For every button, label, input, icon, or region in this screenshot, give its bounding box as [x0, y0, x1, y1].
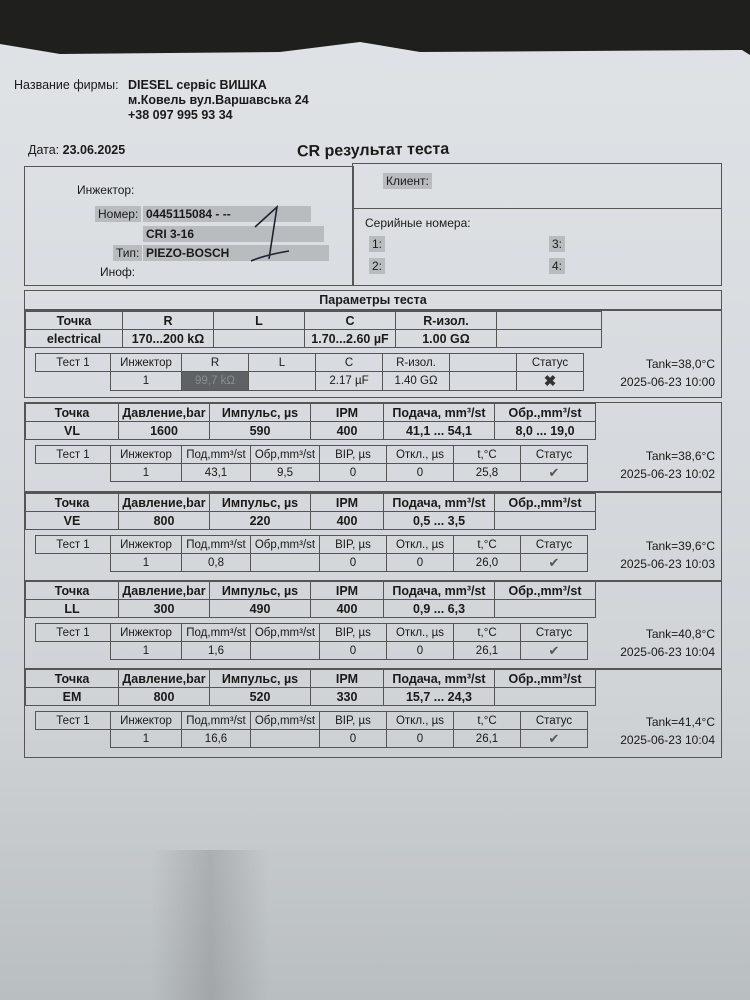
test-temp: 26,0 — [454, 554, 521, 572]
spec-pulse: 220 — [210, 512, 311, 530]
section-point-vl — [24, 402, 722, 492]
test-empty — [36, 730, 111, 748]
spec-point: VE — [26, 512, 119, 530]
spec-delivery: 0,9 ... 6,3 — [384, 600, 495, 618]
header-ipm: IPM — [311, 670, 384, 688]
test-header-return: Обр,mm³/st — [251, 536, 320, 554]
spec-return — [495, 688, 596, 706]
test-header-injector: Инжектор — [111, 712, 182, 730]
tank-info — [620, 713, 715, 749]
report-date — [28, 143, 125, 157]
number-label: Номер: — [95, 206, 141, 222]
spec-pressure: 1600 — [119, 422, 210, 440]
spec-point: LL — [26, 600, 119, 618]
spec-pressure: 800 — [119, 688, 210, 706]
spec-empty — [497, 330, 602, 348]
test-header-delivery: Под,mm³/st — [182, 536, 251, 554]
test-status — [521, 730, 588, 748]
date-value: 23.06.2025 — [62, 143, 126, 157]
spec-point: VL — [26, 422, 119, 440]
test-empty — [36, 642, 111, 660]
test-offset: 0 — [387, 464, 454, 482]
serial-4: 4: — [549, 258, 565, 274]
header-return: Обр.,mm³/st — [495, 494, 596, 512]
header-empty — [497, 312, 602, 330]
injector-info-box — [24, 166, 354, 286]
test-header-temp: t,°C — [454, 536, 521, 554]
test-status — [517, 372, 584, 391]
test-header-return: Обр,mm³/st — [251, 712, 320, 730]
header-return: Обр.,mm³/st — [495, 582, 596, 600]
test-header-injector: Инжектор — [111, 446, 182, 464]
test-offset: 0 — [387, 554, 454, 572]
header-pressure: Давление,bar — [119, 670, 210, 688]
spec-point: EM — [26, 688, 119, 706]
spec-r-iso: 1.00 GΩ — [396, 330, 497, 348]
header-c: C — [305, 312, 396, 330]
header-delivery: Подача, mm³/st — [384, 670, 495, 688]
spec-return: 8,0 ... 19,0 — [495, 422, 596, 440]
spec-ipm: 400 — [311, 422, 384, 440]
header-pulse: Импульс, µs — [210, 582, 311, 600]
header-ipm: IPM — [311, 494, 384, 512]
spec-ipm: 400 — [311, 600, 384, 618]
test-return — [251, 642, 320, 660]
test-injector: 1 — [111, 372, 182, 391]
spec-delivery: 0,5 ... 3,5 — [384, 512, 495, 530]
point-test-table — [35, 623, 588, 660]
serial-2: 2: — [369, 258, 385, 274]
section-point-ve — [24, 492, 722, 582]
spec-c: 1.70...2.60 µF — [305, 330, 396, 348]
test-bip: 0 — [320, 464, 387, 482]
test-header-status: Статус — [517, 354, 584, 372]
test-timestamp: 2025-06-23 10:04 — [620, 645, 715, 659]
test-label: Тест 1 — [36, 712, 111, 730]
date-label: Дата: — [28, 143, 60, 157]
spec-pulse: 590 — [210, 422, 311, 440]
test-header-l: L — [249, 354, 316, 372]
client-divider — [353, 208, 721, 209]
spec-point: electrical — [26, 330, 123, 348]
injector-model: CRI 3-16 — [143, 226, 324, 242]
test-header-c: C — [316, 354, 383, 372]
test-return: 9,5 — [251, 464, 320, 482]
test-header-offset: Откл., µs — [387, 712, 454, 730]
header-point: Точка — [26, 670, 119, 688]
header-ipm: IPM — [311, 404, 384, 422]
test-status — [521, 554, 588, 572]
test-temp: 26,1 — [454, 642, 521, 660]
test-header-offset: Откл., µs — [387, 624, 454, 642]
point-spec-table — [25, 493, 596, 530]
spec-return — [495, 512, 596, 530]
header-point: Точка — [26, 582, 119, 600]
electrical-spec-table — [25, 311, 602, 348]
test-header-injector: Инжектор — [111, 536, 182, 554]
test-temp: 26,1 — [454, 730, 521, 748]
header-l: L — [214, 312, 305, 330]
injector-number: 0445115084 - -- — [143, 206, 311, 222]
header-pulse: Импульс, µs — [210, 670, 311, 688]
test-status — [521, 464, 588, 482]
test-header-r: R — [182, 354, 249, 372]
test-header-r-iso: R-изол. — [383, 354, 450, 372]
electrical-test-table — [35, 353, 584, 391]
checkmark-icon: ✔ — [548, 642, 560, 658]
spec-ipm: 400 — [311, 512, 384, 530]
test-header-delivery: Под,mm³/st — [182, 446, 251, 464]
header-r: R — [123, 312, 214, 330]
test-c-value: 2.17 µF — [316, 372, 383, 391]
header-point: Точка — [26, 494, 119, 512]
test-delivery: 43,1 — [182, 464, 251, 482]
tank-temp: Tank=39,6°C — [645, 539, 715, 553]
test-temp: 25,8 — [454, 464, 521, 482]
test-bip: 0 — [320, 554, 387, 572]
test-injector: 1 — [111, 730, 182, 748]
test-delivery: 16,6 — [182, 730, 251, 748]
tank-info — [620, 447, 715, 483]
header-delivery: Подача, mm³/st — [384, 582, 495, 600]
test-return — [251, 554, 320, 572]
info-label: Иноф: — [100, 265, 136, 279]
test-timestamp: 2025-06-23 10:02 — [620, 467, 715, 481]
test-header-temp: t,°C — [454, 446, 521, 464]
type-label: Тип: — [113, 245, 142, 261]
test-header-bip: BIP, µs — [320, 536, 387, 554]
spec-delivery: 41,1 ... 54,1 — [384, 422, 495, 440]
test-label: Тест 1 — [36, 536, 111, 554]
test-empty — [36, 372, 111, 391]
injector-type: PIEZO-BOSCH — [143, 245, 329, 261]
header-return: Обр.,mm³/st — [495, 404, 596, 422]
checkmark-icon: ✔ — [548, 464, 560, 480]
point-spec-table — [25, 403, 596, 440]
test-header-temp: t,°C — [454, 712, 521, 730]
checkmark-icon: ✔ — [548, 730, 560, 746]
header-delivery: Подача, mm³/st — [384, 494, 495, 512]
test-injector: 1 — [111, 554, 182, 572]
header-delivery: Подача, mm³/st — [384, 404, 495, 422]
tank-temp: Tank=41,4°C — [645, 715, 715, 729]
section-point-em — [24, 668, 722, 758]
test-delivery: 0,8 — [182, 554, 251, 572]
header-pressure: Давление,bar — [119, 582, 210, 600]
test-empty — [36, 464, 111, 482]
test-return — [251, 730, 320, 748]
test-empty — [36, 554, 111, 572]
spec-r: 170...200 kΩ — [123, 330, 214, 348]
test-injector: 1 — [111, 464, 182, 482]
test-header-return: Обр,mm³/st — [251, 624, 320, 642]
spec-return — [495, 600, 596, 618]
header-r-iso: R-изол. — [396, 312, 497, 330]
tank-info — [620, 625, 715, 661]
test-header-bip: BIP, µs — [320, 712, 387, 730]
handwritten-mark-icon — [245, 205, 295, 265]
x-mark-icon: ✖ — [543, 373, 557, 390]
point-spec-table — [25, 581, 596, 618]
test-header-status: Статус — [521, 536, 588, 554]
test-delivery: 1,6 — [182, 642, 251, 660]
test-offset: 0 — [387, 730, 454, 748]
test-bip: 0 — [320, 642, 387, 660]
tank-temp: Tank=38,0°C — [645, 357, 715, 371]
spec-pressure: 800 — [119, 512, 210, 530]
spec-pulse: 520 — [210, 688, 311, 706]
injector-heading: Инжектор: — [77, 183, 135, 197]
test-r-iso-value: 1.40 GΩ — [383, 372, 450, 391]
header-ipm: IPM — [311, 582, 384, 600]
section-electrical — [24, 310, 722, 398]
test-empty-value — [450, 372, 517, 391]
test-header-offset: Откл., µs — [387, 536, 454, 554]
test-header-status: Статус — [521, 712, 588, 730]
test-bip: 0 — [320, 730, 387, 748]
company-header — [14, 78, 309, 123]
point-test-table — [35, 711, 588, 748]
section-point-ll — [24, 580, 722, 670]
test-label: Тест 1 — [36, 354, 111, 372]
test-l-value — [249, 372, 316, 391]
point-test-table — [35, 445, 588, 482]
test-header-delivery: Под,mm³/st — [182, 624, 251, 642]
test-timestamp: 2025-06-23 10:04 — [620, 733, 715, 747]
test-timestamp: 2025-06-23 10:00 — [620, 375, 715, 389]
checkmark-icon: ✔ — [548, 554, 560, 570]
test-header-delivery: Под,mm³/st — [182, 712, 251, 730]
company-address: м.Ковель вул.Варшавська 24 — [128, 93, 309, 107]
company-phone: +38 097 995 93 34 — [128, 108, 233, 122]
header-pressure: Давление,bar — [119, 404, 210, 422]
client-info-box — [352, 163, 722, 286]
test-header-bip: BIP, µs — [320, 446, 387, 464]
spec-delivery: 15,7 ... 24,3 — [384, 688, 495, 706]
test-status — [521, 642, 588, 660]
test-header-temp: t,°C — [454, 624, 521, 642]
point-spec-table — [25, 669, 596, 706]
serial-3: 3: — [549, 236, 565, 252]
test-header-bip: BIP, µs — [320, 624, 387, 642]
test-header-status: Статус — [521, 624, 588, 642]
client-label: Клиент: — [383, 173, 432, 189]
spec-pulse: 490 — [210, 600, 311, 618]
serials-label: Серийные номера: — [365, 216, 471, 230]
test-header-offset: Откл., µs — [387, 446, 454, 464]
header-point: Точка — [26, 404, 119, 422]
spec-ipm: 330 — [311, 688, 384, 706]
header-pulse: Импульс, µs — [210, 494, 311, 512]
test-header-return: Обр,mm³/st — [251, 446, 320, 464]
test-injector: 1 — [111, 642, 182, 660]
test-timestamp: 2025-06-23 10:03 — [620, 557, 715, 571]
test-r-value: 99,7 kΩ — [182, 372, 249, 391]
point-test-table — [35, 535, 588, 572]
spec-pressure: 300 — [119, 600, 210, 618]
test-header-status: Статус — [521, 446, 588, 464]
tank-temp: Tank=38,6°C — [645, 449, 715, 463]
spec-l — [214, 330, 305, 348]
company-label: Название фирмы: — [14, 78, 119, 92]
test-offset: 0 — [387, 642, 454, 660]
tank-temp: Tank=40,8°C — [645, 627, 715, 641]
header-return: Обр.,mm³/st — [495, 670, 596, 688]
company-name: DIESEL сервіс ВИШКА — [128, 78, 267, 92]
serial-1: 1: — [369, 236, 385, 252]
params-title: Параметры теста — [24, 290, 722, 310]
test-header-injector: Инжектор — [111, 624, 182, 642]
test-header-empty — [450, 354, 517, 372]
tank-info — [620, 537, 715, 573]
test-header-injector: Инжектор — [111, 354, 182, 372]
test-label: Тест 1 — [36, 624, 111, 642]
document-title: CR результат теста — [296, 140, 450, 161]
header-pressure: Давление,bar — [119, 494, 210, 512]
tank-info — [620, 355, 715, 391]
header-pulse: Импульс, µs — [210, 404, 311, 422]
header-point: Точка — [26, 312, 123, 330]
test-label: Тест 1 — [36, 446, 111, 464]
